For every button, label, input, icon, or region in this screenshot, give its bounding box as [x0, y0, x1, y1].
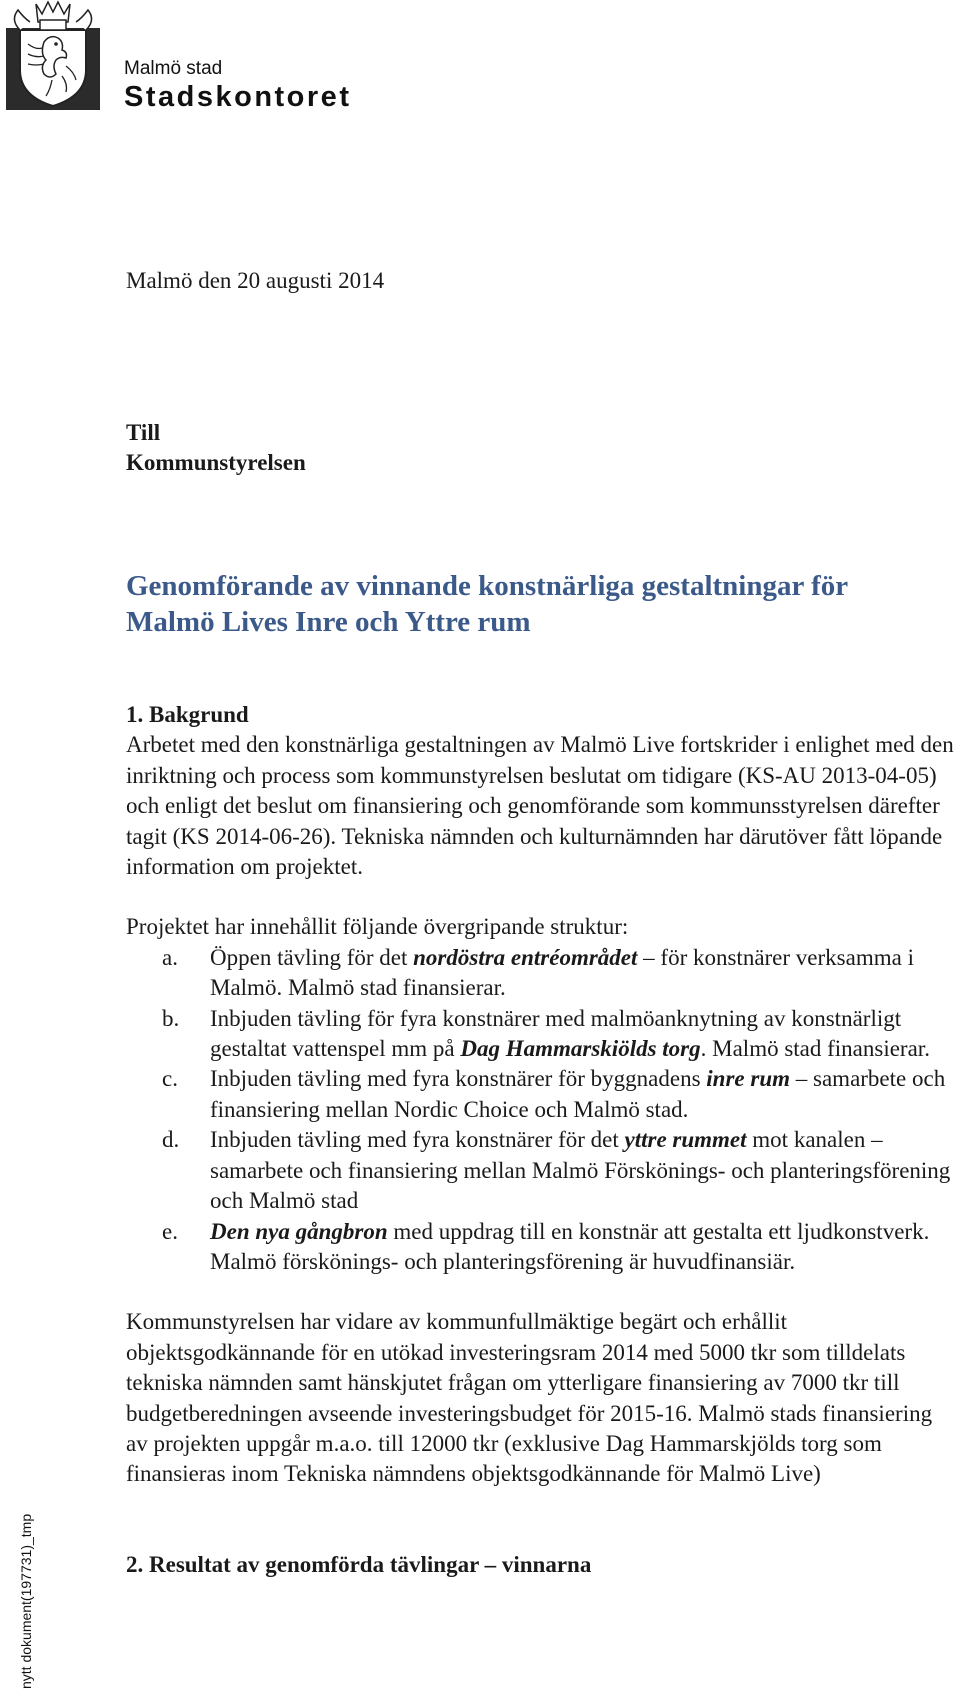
organization-header [124, 58, 351, 114]
list-marker: d. [162, 1127, 180, 1153]
list-item-emphasis: Dag Hammarskiölds torg [460, 1036, 701, 1062]
list-marker: c. [162, 1066, 178, 1092]
background-paragraph: Arbetet med den konstnärliga gestaltningen av Malmö Live fortskrider i enlighet med den inriktning och process som kommunstyrelsen beslutat om tidigare (KS-AU 2013-04-05) och enligt det beslut om finansiering och genomförande som kommunsstyrelsen därefter tagit (KS 2014-06-26). Tekniska nämnden och kulturnämnden har därutöver fått löpande information om projektet. [126, 732, 954, 880]
section-1-heading: 1. Bakgrund [126, 702, 249, 727]
list-marker: a. [162, 944, 178, 970]
structure-list [126, 943, 956, 1277]
griffin-crest-icon [6, 0, 100, 110]
document-title: Genomförande av vinnande konstnärliga gestaltningar för Malmö Lives Inre och Yttre rum [126, 570, 848, 638]
structure-intro: Projektet har innehållit följande övergripande struktur: [126, 914, 629, 940]
recipient-line-2: Kommunstyrelsen [126, 450, 306, 475]
org-city: Malmö stad [124, 58, 223, 79]
org-department: Stadskontoret [124, 81, 352, 113]
list-item: a. Öppen tävling för det nordöstra entréområdet – för konstnärer verksamma i Malmö. Malmö stad finansierar. [162, 944, 914, 1001]
recipient-line-1: Till [126, 420, 161, 445]
list-item-emphasis: Den nya gångbron [210, 1218, 388, 1244]
list-marker: e. [162, 1218, 178, 1244]
recipient-block [126, 418, 306, 478]
document-id-stamp: nytt dokument(197731)_tmp [18, 1513, 34, 1689]
list-item: e. Den nya gångbron med uppdrag till en konstnär att gestalta ett ljudkonstverk. Malmö förskönings- och planteringsförening är huvudfinansiär. [162, 1218, 930, 1274]
list-item-emphasis: nordöstra entréområdet [413, 944, 638, 970]
date-line: Malmö den 20 augusti 2014 [126, 268, 385, 293]
malmo-coat-of-arms-logo [6, 0, 100, 110]
list-item: b. Inbjuden tävling för fyra konstnärer med malmöanknytning av konstnärligt gestaltat vattenspel mm på Dag Hammarskiölds torg. Malmö stad finansierar. [162, 1005, 930, 1062]
list-marker: b. [162, 1005, 180, 1031]
document-body [126, 700, 956, 1580]
list-item-emphasis: yttre rummet [624, 1127, 747, 1153]
financing-paragraph: Kommunstyrelsen har vidare av kommunfullmäktige begärt och erhållit objektsgodkännande för en utökad investeringsram 2014 med 5000 tkr som tilldelats tekniska nämnden samt hänskjutet frågan om ytterligare finansiering av 7000 tkr till budgetberedningen avseende investeringsbudget för 2015-16. Malmö stads finansiering av projekten uppgår m.a.o. till 12000 tkr (exklusive Dag Hammarskjölds torg som finansieras inom Tekniska nämndens objektsgodkännande för Malmö Live) [126, 1309, 933, 1487]
list-item: c. Inbjuden tävling med fyra konstnärer för byggnadens inre rum – samarbete och finansiering mellan Nordic Choice och Malmö stad. [162, 1066, 946, 1122]
section-2-heading: 2. Resultat av genomförda tävlingar – vinnarna [126, 1551, 592, 1577]
list-item: d. Inbjuden tävling med fyra konstnärer för det yttre rummet mot kanalen – samarbete och finansiering mellan Malmö Förskönings- och planteringsförening och Malmö stad [162, 1127, 951, 1214]
list-item-emphasis: inre rum [706, 1066, 791, 1092]
